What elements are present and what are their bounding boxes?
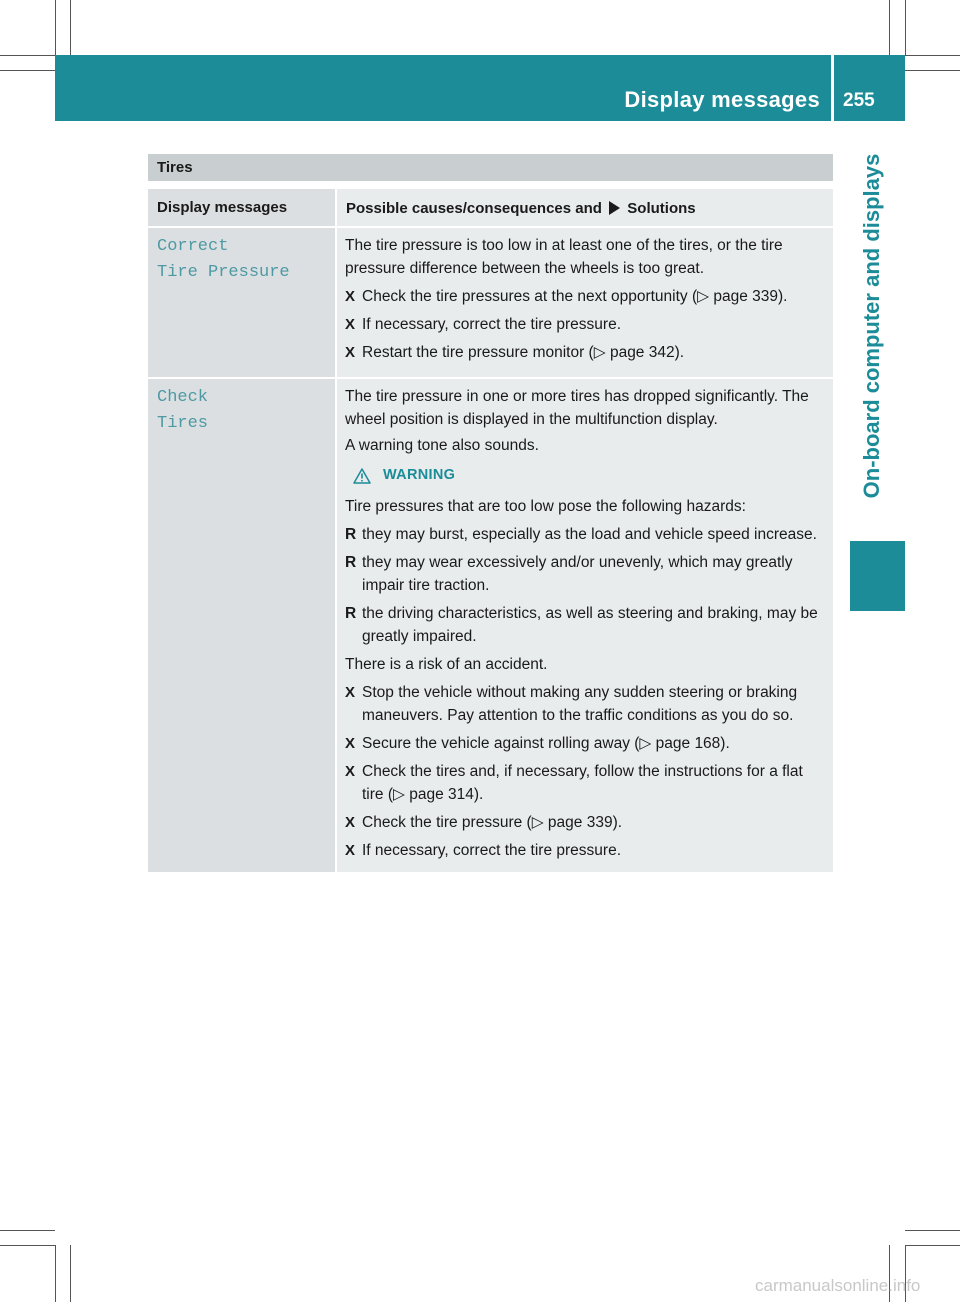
solution-arrow-icon [609,201,620,215]
display-message-line: Check [157,388,209,407]
risk-text: There is a risk of an accident. [345,656,548,673]
crop-mark [889,0,890,55]
page-title: Display messages [624,87,820,112]
step-item: X Stop the vehicle without making any sudden steering or braking maneuvers. Pay attention to the traffic conditions as you do so. [345,681,825,727]
warning-triangle-icon [353,468,371,484]
chapter-tab [838,121,905,531]
crop-mark [905,70,960,71]
crop-mark [70,1245,71,1302]
table-title: Tires [148,154,833,181]
display-message-line: Tire Pressure [157,263,290,282]
hazard-item: R they may burst, especially as the load and vehicle speed increase. [345,523,825,546]
display-message-cell [148,228,335,377]
crop-mark [0,70,55,71]
column-header-solutions [337,189,833,226]
crop-mark [905,0,906,55]
footer-watermark: carmanualsonline.info [755,1276,921,1295]
column-header-text: Possible causes/consequences and [346,200,602,217]
step-arrow-icon: X [345,763,356,780]
header-divider [831,55,834,121]
step-item: X If necessary, correct the tire pressure. [345,313,825,336]
display-message-line: Correct [157,237,229,256]
step-item: X Check the tires and, if necessary, follow the instructions for a flat tire (▷ page 314). [345,760,825,806]
step-item: X If necessary, correct the tire pressure. [345,839,825,862]
bullet-icon: R [345,605,357,622]
crop-mark [55,0,56,55]
warning-label: WARNING [383,467,456,483]
cause-text: The tire pressure in one or more tires has dropped significantly. The wheel position is displayed in the multifunction display. [345,388,809,428]
crop-mark [0,55,55,56]
step-item: X Check the tire pressures at the next opportunity (▷ page 339). [345,285,825,308]
cause-text: A warning tone also sounds. [345,437,539,454]
display-message-cell [148,379,335,872]
crop-mark [0,1230,55,1231]
step-arrow-icon: X [345,288,356,305]
display-message-line: Tires [157,414,209,433]
crop-mark [70,0,71,55]
crop-mark [905,1230,960,1231]
hazard-item: R they may wear excessively and/or unevenly, which may greatly impair tire traction. [345,551,825,597]
step-item: X Check the tire pressure (▷ page 339). [345,811,825,834]
step-arrow-icon: X [345,814,356,831]
page-number: 255 [843,90,875,111]
warning-heading [353,464,825,487]
table-row [148,228,833,377]
step-arrow-icon: X [345,684,356,701]
crop-mark [905,55,960,56]
crop-mark [55,1245,56,1302]
solution-cell [337,228,833,377]
tires-table [148,154,833,872]
step-arrow-icon: X [345,842,356,859]
column-header-text: Solutions [627,200,696,217]
table-row [148,379,833,872]
hazard-item: R the driving characteristics, as well as steering and braking, may be greatly impaired. [345,602,825,648]
chapter-label: On-board computer and displays [858,153,884,499]
crop-mark [905,1245,960,1246]
table-header-row [148,189,833,226]
bullet-icon: R [345,554,357,571]
cause-text: The tire pressure is too low in at least one of the tires, or the tire pressure difference between the wheels is too great. [345,237,783,277]
step-item: X Secure the vehicle against rolling away (▷ page 168). [345,732,825,755]
solution-cell [337,379,833,872]
bullet-icon: R [345,526,357,543]
step-arrow-icon: X [345,316,356,333]
step-arrow-icon: X [345,735,356,752]
step-item: X Restart the tire pressure monitor (▷ page 342). [345,341,825,364]
crop-mark [0,1245,55,1246]
warning-text: Tire pressures that are too low pose the following hazards: [345,498,746,515]
column-header-display-messages: Display messages [148,189,335,226]
chapter-marker [850,541,905,611]
step-arrow-icon: X [345,344,356,361]
